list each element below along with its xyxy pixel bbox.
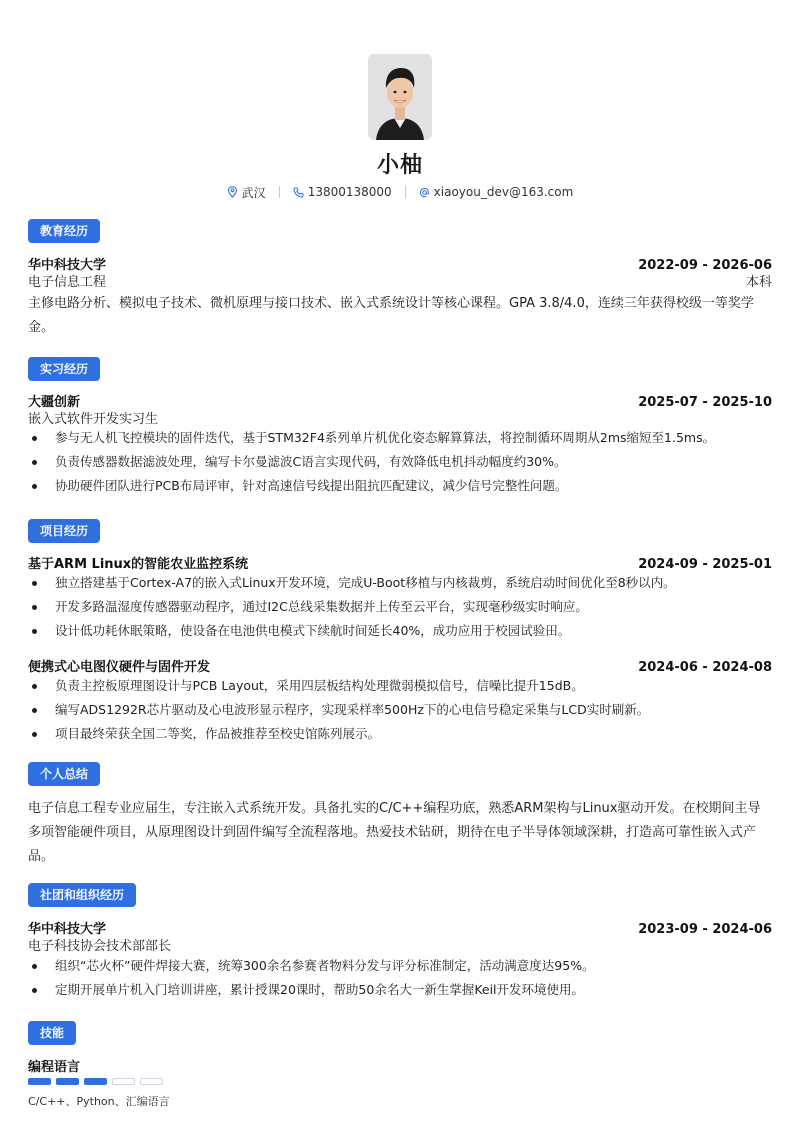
clubs-role: 电子科技协会技术部部长 — [28, 939, 172, 954]
skill-level-meter — [28, 1078, 163, 1085]
skill-level-empty — [140, 1078, 163, 1085]
contact-email — [419, 185, 574, 199]
section-tag-education: 教育经历 — [28, 219, 100, 243]
contact-divider — [405, 186, 406, 198]
location-pin-icon — [227, 186, 238, 198]
profile-photo — [368, 54, 432, 140]
list-item: 负责传感器数据滤波处理，编写卡尔曼滤波C语言实现代码，有效降低电机抖动幅度约30%。 — [28, 450, 772, 474]
internship-bullets — [28, 426, 772, 498]
list-item: 独立搭建基于Cortex-A7的嵌入式Linux开发环境，完成U-Boot移植与内核裁剪，系统启动时间优化至8秒以内。 — [28, 571, 772, 595]
clubs-org: 华中科技大学 — [28, 922, 107, 937]
project-name: 便携式心电图仪硬件与固件开发 — [28, 660, 211, 675]
section-tag-internship: 实习经历 — [28, 357, 100, 381]
skill-level-filled — [56, 1078, 79, 1085]
skill-level-filled — [84, 1078, 107, 1085]
skill-level-filled — [28, 1078, 51, 1085]
avatar-icon — [368, 54, 432, 140]
project-bullets — [28, 674, 772, 746]
summary-text: 电子信息工程专业应届生，专注嵌入式系统开发。具备扎实的C/C++编程功底，熟悉ARM架构与Linux驱动开发。在校期间主导多项智能硬件项目，从原理图设计到固件编写全流程落地。热爱技术钻研，期待在电子半导体领域深耕，打造高可靠性嵌入式产品。 — [28, 801, 761, 864]
internship-company: 大疆创新 — [28, 395, 81, 410]
phone-icon — [293, 187, 304, 198]
clubs-bullets — [28, 954, 772, 1002]
section-tag-clubs: 社团和组织经历 — [28, 883, 136, 907]
project-header-row — [28, 553, 772, 572]
project-bullets — [28, 571, 772, 643]
education-description: 主修电路分析、模拟电子技术、微机原理与接口技术、嵌入式系统设计等核心课程。GPA 3.8/4.0，连续三年获得校级一等奖学金。 — [28, 296, 754, 335]
internship-sub-row — [28, 408, 772, 427]
section-tag-skills: 技能 — [28, 1021, 76, 1045]
candidate-name: 小柚 — [376, 153, 423, 178]
skill-detail: C/C++、Python、汇编语言 — [28, 1095, 170, 1108]
section-tag-projects: 项目经历 — [28, 519, 100, 543]
clubs-sub-row — [28, 935, 772, 954]
list-item: 组织“芯火杯”硬件焊接大赛，统筹300余名参赛者物料分发与评分标准制定，活动满意度达95%。 — [28, 954, 772, 978]
contact-location — [227, 184, 266, 201]
education-major: 电子信息工程 — [28, 275, 107, 290]
list-item: 编写ADS1292R芯片驱动及心电波形显示程序，实现采样率500Hz下的心电信号稳定采集与LCD实时刷新。 — [28, 698, 772, 722]
location-text: 武汉 — [241, 185, 266, 200]
project-header-row — [28, 656, 772, 675]
list-item: 项目最终荣获全国二等奖，作品被推荐至校史馆陈列展示。 — [28, 722, 772, 746]
education-sub-row — [28, 271, 772, 290]
internship-role: 嵌入式软件开发实习生 — [28, 412, 159, 427]
email-at-icon — [419, 187, 430, 198]
list-item: 设计低功耗休眠策略，使设备在电池供电模式下续航时间延长40%，成功应用于校园试验田。 — [28, 619, 772, 643]
skill-level-empty — [112, 1078, 135, 1085]
project-date: 2024-09 - 2025-01 — [638, 557, 772, 572]
contact-phone — [293, 185, 392, 199]
internship-date: 2025-07 - 2025-10 — [638, 395, 772, 410]
email-text: xiaoyou_dev@163.com — [433, 185, 574, 199]
list-item: 协助硬件团队进行PCB布局评审，针对高速信号线提出阻抗匹配建议，减少信号完整性问题。 — [28, 474, 772, 498]
contact-divider — [279, 186, 280, 198]
contact-bar — [0, 182, 800, 202]
education-degree: 本科 — [745, 275, 772, 290]
phone-text: 13800138000 — [307, 185, 392, 199]
list-item: 开发多路温湿度传感器驱动程序，通过I2C总线采集数据并上传至云平台，实现毫秒级实时响应。 — [28, 595, 772, 619]
list-item: 参与无人机飞控模块的固件迭代，基于STM32F4系列单片机优化姿态解算算法，将控制循环周期从2ms缩短至1.5ms。 — [28, 426, 772, 450]
clubs-date: 2023-09 - 2024-06 — [638, 922, 772, 937]
education-school: 华中科技大学 — [28, 258, 107, 273]
project-name: 基于ARM Linux的智能农业监控系统 — [28, 557, 249, 572]
education-date: 2022-09 - 2026-06 — [638, 258, 772, 273]
list-item: 定期开展单片机入门培训讲座，累计授课20课时，帮助50余名大一新生掌握Keil开发环境使用。 — [28, 978, 772, 1002]
section-tag-summary: 个人总结 — [28, 762, 100, 786]
list-item: 负责主控板原理图设计与PCB Layout，采用四层板结构处理微弱模拟信号，信噪比提升15dB。 — [28, 674, 772, 698]
skill-name: 编程语言 — [28, 1060, 81, 1075]
project-date: 2024-06 - 2024-08 — [638, 660, 772, 675]
